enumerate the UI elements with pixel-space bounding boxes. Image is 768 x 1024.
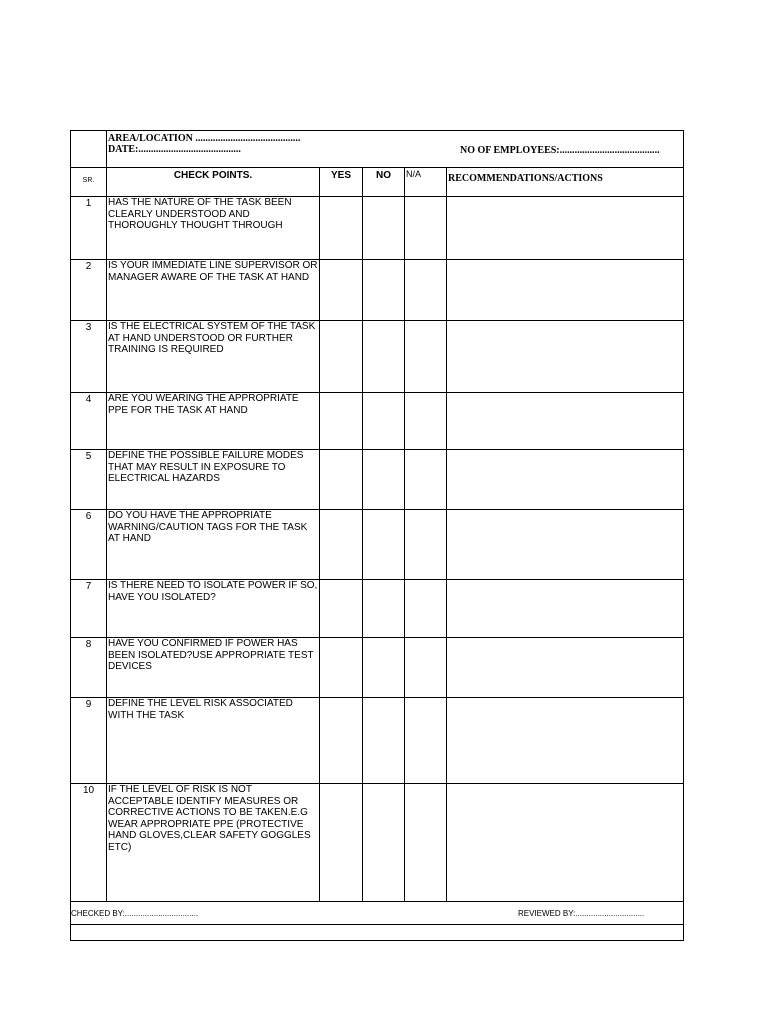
bottom-blank-cell xyxy=(71,925,684,941)
row-number: 5 xyxy=(71,450,107,510)
check-point-text: IS YOUR IMMEDIATE LINE SUPERVISOR OR MANAGER AWARE OF THE TASK AT HAND xyxy=(107,260,320,321)
row-number: 2 xyxy=(71,260,107,321)
table-row xyxy=(71,260,684,321)
checklist-table xyxy=(70,130,684,941)
yes-cell[interactable] xyxy=(320,393,363,450)
check-point-text: IS THERE NEED TO ISOLATE POWER IF SO, HAVE YOU ISOLATED? xyxy=(107,580,320,638)
row-number: 9 xyxy=(71,698,107,784)
table-row xyxy=(71,784,684,902)
table-row xyxy=(71,698,684,784)
na-cell[interactable] xyxy=(405,450,447,510)
na-cell[interactable] xyxy=(405,638,447,698)
no-header: NO xyxy=(363,168,405,197)
bottom-blank-row xyxy=(71,925,684,941)
yes-cell[interactable] xyxy=(320,638,363,698)
check-point-text: DO YOU HAVE THE APPROPRIATE WARNING/CAUTION TAGS FOR THE TASK AT HAND xyxy=(107,510,320,580)
yes-cell[interactable] xyxy=(320,580,363,638)
na-cell[interactable] xyxy=(405,321,447,393)
row-number: 8 xyxy=(71,638,107,698)
no-of-employees-label: NO OF EMPLOYEES:........................................ xyxy=(460,145,660,156)
yes-cell[interactable] xyxy=(320,197,363,260)
table-row xyxy=(71,393,684,450)
signature-row xyxy=(71,902,684,925)
na-cell[interactable] xyxy=(405,510,447,580)
na-header: N/A xyxy=(405,168,447,197)
table-row xyxy=(71,450,684,510)
table-row xyxy=(71,638,684,698)
yes-cell[interactable] xyxy=(320,698,363,784)
row-number: 1 xyxy=(71,197,107,260)
check-point-text: IF THE LEVEL OF RISK IS NOT ACCEPTABLE IDENTIFY MEASURES OR CORRECTIVE ACTIONS TO BE TAKEN.E.G WEAR APPROPRIATE PPE (PROTECTIVE HAND GLOVES,CLEAR SAFETY GOGGLES ETC) xyxy=(107,784,320,902)
no-cell[interactable] xyxy=(363,580,405,638)
row-number: 3 xyxy=(71,321,107,393)
no-cell[interactable] xyxy=(363,321,405,393)
no-cell[interactable] xyxy=(363,450,405,510)
yes-cell[interactable] xyxy=(320,450,363,510)
check-point-text: DEFINE THE POSSIBLE FAILURE MODES THAT MAY RESULT IN EXPOSURE TO ELECTRICAL HAZARDS xyxy=(107,450,320,510)
recommendations-cell[interactable] xyxy=(447,450,684,510)
yes-cell[interactable] xyxy=(320,260,363,321)
table-row xyxy=(71,580,684,638)
row-number: 10 xyxy=(71,784,107,902)
column-header-row xyxy=(71,168,684,197)
table-row xyxy=(71,321,684,393)
table-row xyxy=(71,197,684,260)
check-point-text: HAS THE NATURE OF THE TASK BEEN CLEARLY UNDERSTOOD AND THOROUGHLY THOUGHT THROUGH xyxy=(107,197,320,260)
check-point-text: IS THE ELECTRICAL SYSTEM OF THE TASK AT HAND UNDERSTOOD OR FURTHER TRAINING IS REQUIRED xyxy=(107,321,320,393)
yes-cell[interactable] xyxy=(320,784,363,902)
check-point-text: ARE YOU WEARING THE APPROPRIATE PPE FOR THE TASK AT HAND xyxy=(107,393,320,450)
recommendations-cell[interactable] xyxy=(447,638,684,698)
recommendations-cell[interactable] xyxy=(447,260,684,321)
reviewed-by-field[interactable]: REVIEWED BY:............................... xyxy=(518,909,645,918)
recommendations-header: RECOMMENDATIONS/ACTIONS xyxy=(447,168,684,197)
recommendations-cell[interactable] xyxy=(447,784,684,902)
yes-header: YES xyxy=(320,168,363,197)
recommendations-cell[interactable] xyxy=(447,698,684,784)
check-point-text: DEFINE THE LEVEL RISK ASSOCIATED WITH THE TASK xyxy=(107,698,320,784)
yes-cell[interactable] xyxy=(320,321,363,393)
recommendations-cell[interactable] xyxy=(447,197,684,260)
row-number: 6 xyxy=(71,510,107,580)
checked-by-field[interactable]: CHECKED BY:................................. xyxy=(71,909,199,918)
na-cell[interactable] xyxy=(405,580,447,638)
form-header-row xyxy=(71,131,684,168)
date-label: DATE:......................................... xyxy=(108,144,241,155)
recommendations-cell[interactable] xyxy=(447,321,684,393)
table-row xyxy=(71,510,684,580)
sr-header: SR. xyxy=(71,168,107,197)
na-cell[interactable] xyxy=(405,393,447,450)
no-cell[interactable] xyxy=(363,698,405,784)
header-blank-cell xyxy=(71,131,107,168)
no-cell[interactable] xyxy=(363,638,405,698)
check-points-header: CHECK POINTS. xyxy=(107,168,320,197)
no-cell[interactable] xyxy=(363,510,405,580)
row-number: 4 xyxy=(71,393,107,450)
check-point-text: HAVE YOU CONFIRMED IF POWER HAS BEEN ISOLATED?USE APPROPRIATE TEST DEVICES xyxy=(107,638,320,698)
row-number: 7 xyxy=(71,580,107,638)
na-cell[interactable] xyxy=(405,260,447,321)
na-cell[interactable] xyxy=(405,784,447,902)
header-cell xyxy=(107,131,684,168)
na-cell[interactable] xyxy=(405,197,447,260)
recommendations-cell[interactable] xyxy=(447,393,684,450)
no-cell[interactable] xyxy=(363,260,405,321)
no-cell[interactable] xyxy=(363,393,405,450)
yes-cell[interactable] xyxy=(320,510,363,580)
na-cell[interactable] xyxy=(405,698,447,784)
no-cell[interactable] xyxy=(363,784,405,902)
no-cell[interactable] xyxy=(363,197,405,260)
area-location-label: AREA/LOCATION .......................................... xyxy=(108,133,301,144)
recommendations-cell[interactable] xyxy=(447,510,684,580)
signature-cell xyxy=(71,902,684,925)
recommendations-cell[interactable] xyxy=(447,580,684,638)
